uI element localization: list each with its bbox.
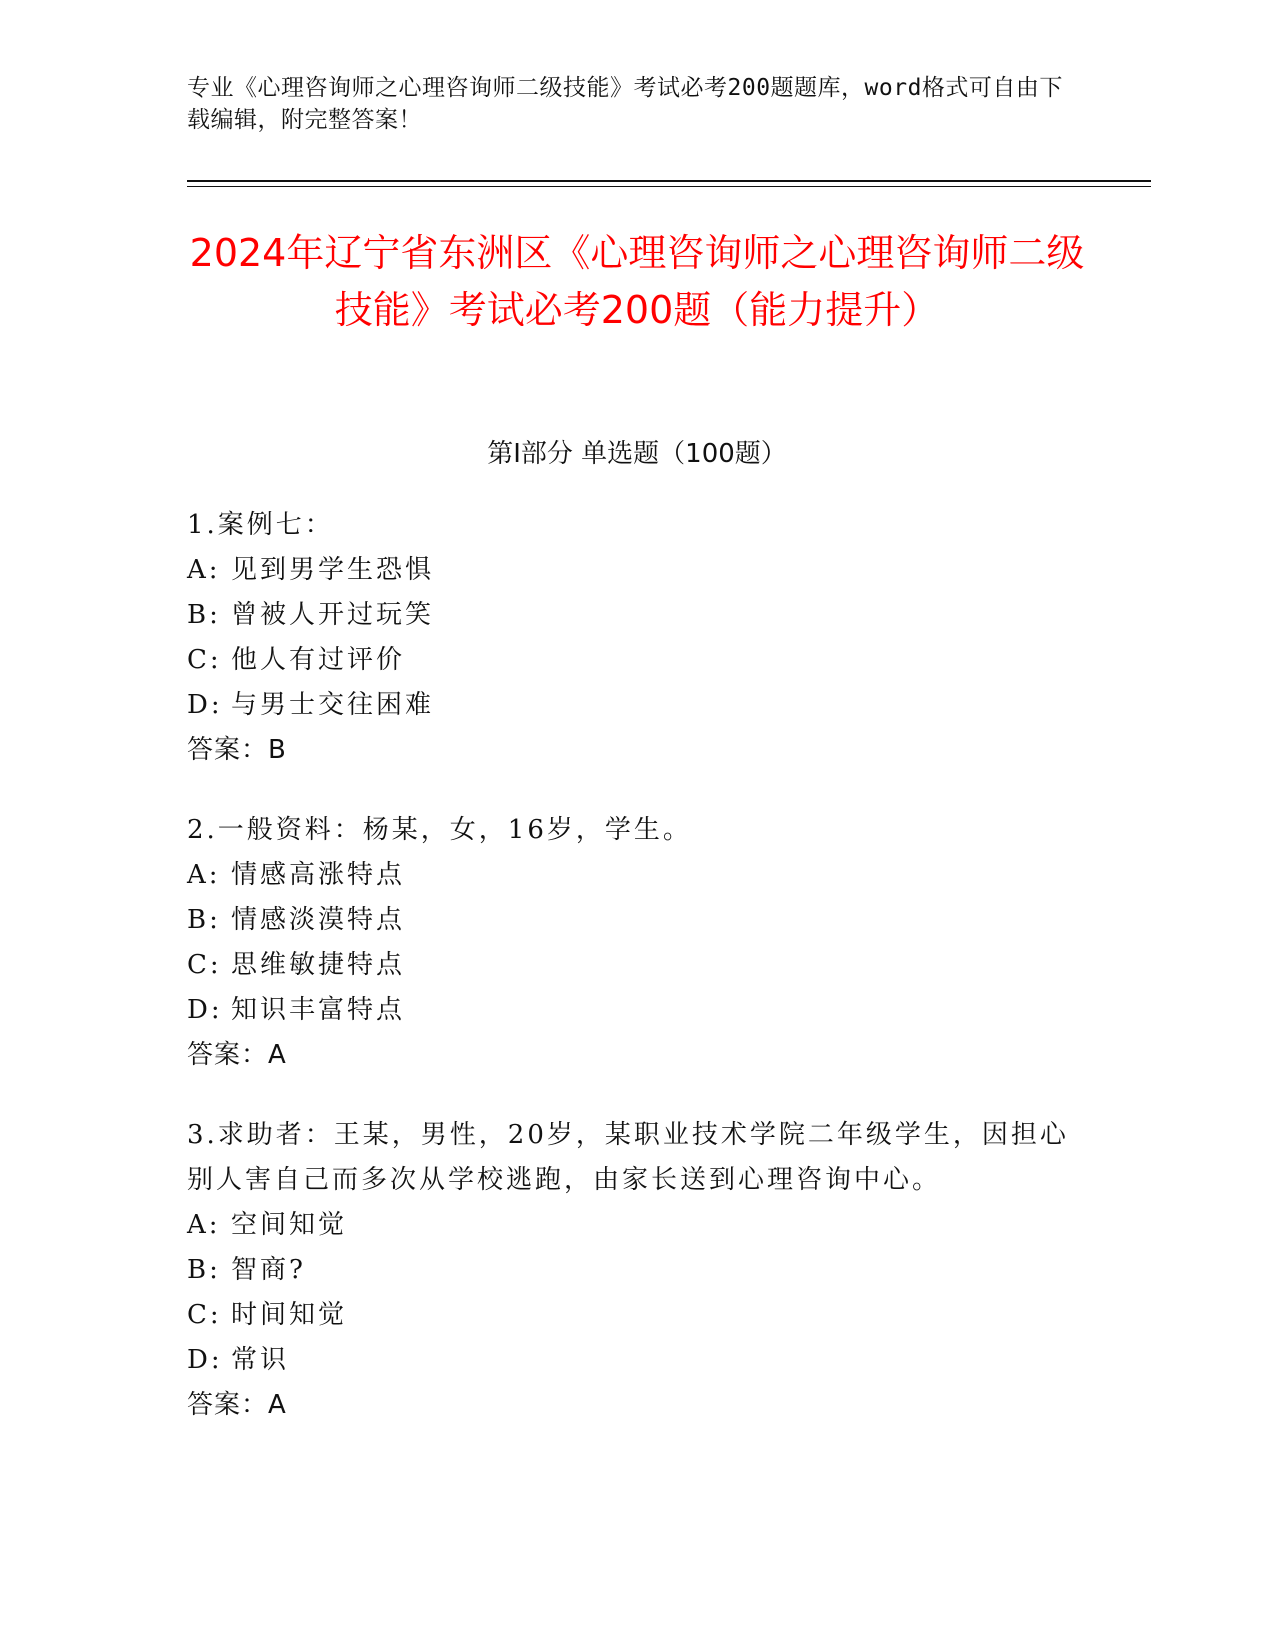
answer-line [187,1383,1087,1428]
header-note: 专业《心理咨询师之心理咨询师二级技能》考试必考200题题库，word格式可自由下载编辑，附完整答案！ [187,75,1063,133]
answer-label: 答案： [187,735,269,765]
document-title: 2024年辽宁省东洲区《心理咨询师之心理咨询师二级技能》考试必考200题（能力提升） [189,231,1085,332]
question-stem: 2.一般资料：杨某，女，16岁，学生。 [187,815,692,845]
option-text: 知识丰富特点 [231,995,406,1025]
option-key: C: [187,645,222,675]
answer-line [187,728,1087,773]
option-c [187,943,1087,988]
option-b [187,1248,1087,1293]
answer-value: A [268,1390,287,1420]
option-text: 情感淡漠特点 [231,905,406,935]
option-key: A: [187,860,221,890]
option-text: 他人有过评价 [231,645,406,675]
option-d [187,988,1087,1033]
option-a [187,1203,1087,1248]
question-1 [187,503,1087,773]
option-key: B: [187,1255,221,1285]
answer-value: B [268,735,287,765]
option-d [187,1338,1087,1383]
answer-label: 答案： [187,1390,269,1420]
option-key: B: [187,600,221,630]
option-key: A: [187,555,221,585]
option-key: C: [187,950,222,980]
header-divider-thick [187,180,1151,182]
answer-value: A [268,1040,287,1070]
option-key: D: [187,1345,223,1375]
answer-line [187,1033,1087,1078]
option-key: B: [187,905,221,935]
option-text: 曾被人开过玩笑 [231,600,435,630]
option-text: 情感高涨特点 [231,860,406,890]
answer-label: 答案： [187,1040,269,1070]
option-text: 时间知觉 [231,1300,348,1330]
option-text: 空间知觉 [231,1210,348,1240]
option-a [187,548,1087,593]
option-a [187,853,1087,898]
section-title: 第I部分 单选题（100题） [487,439,787,469]
option-key: A: [187,1210,221,1240]
question-stem: 3.求助者：王某，男性，20岁，某职业技术学院二年级学生，因担心别人害自己而多次从学校逃跑，由家长送到心理咨询中心。 [187,1120,1069,1195]
option-d [187,683,1087,728]
option-text: 见到男学生恐惧 [231,555,435,585]
header-divider-thin [187,186,1151,187]
option-c [187,638,1087,683]
question-stem: 1.案例七： [187,510,334,540]
option-text: 与男士交往困难 [231,690,435,720]
option-key: C: [187,1300,222,1330]
option-text: 思维敏捷特点 [231,950,406,980]
question-3 [187,1113,1087,1428]
question-2 [187,808,1087,1078]
option-b [187,593,1087,638]
option-text: 智商? [231,1255,306,1285]
option-key: D: [187,690,223,720]
option-b [187,898,1087,943]
option-text: 常识 [231,1345,290,1375]
option-c [187,1293,1087,1338]
option-key: D: [187,995,223,1025]
